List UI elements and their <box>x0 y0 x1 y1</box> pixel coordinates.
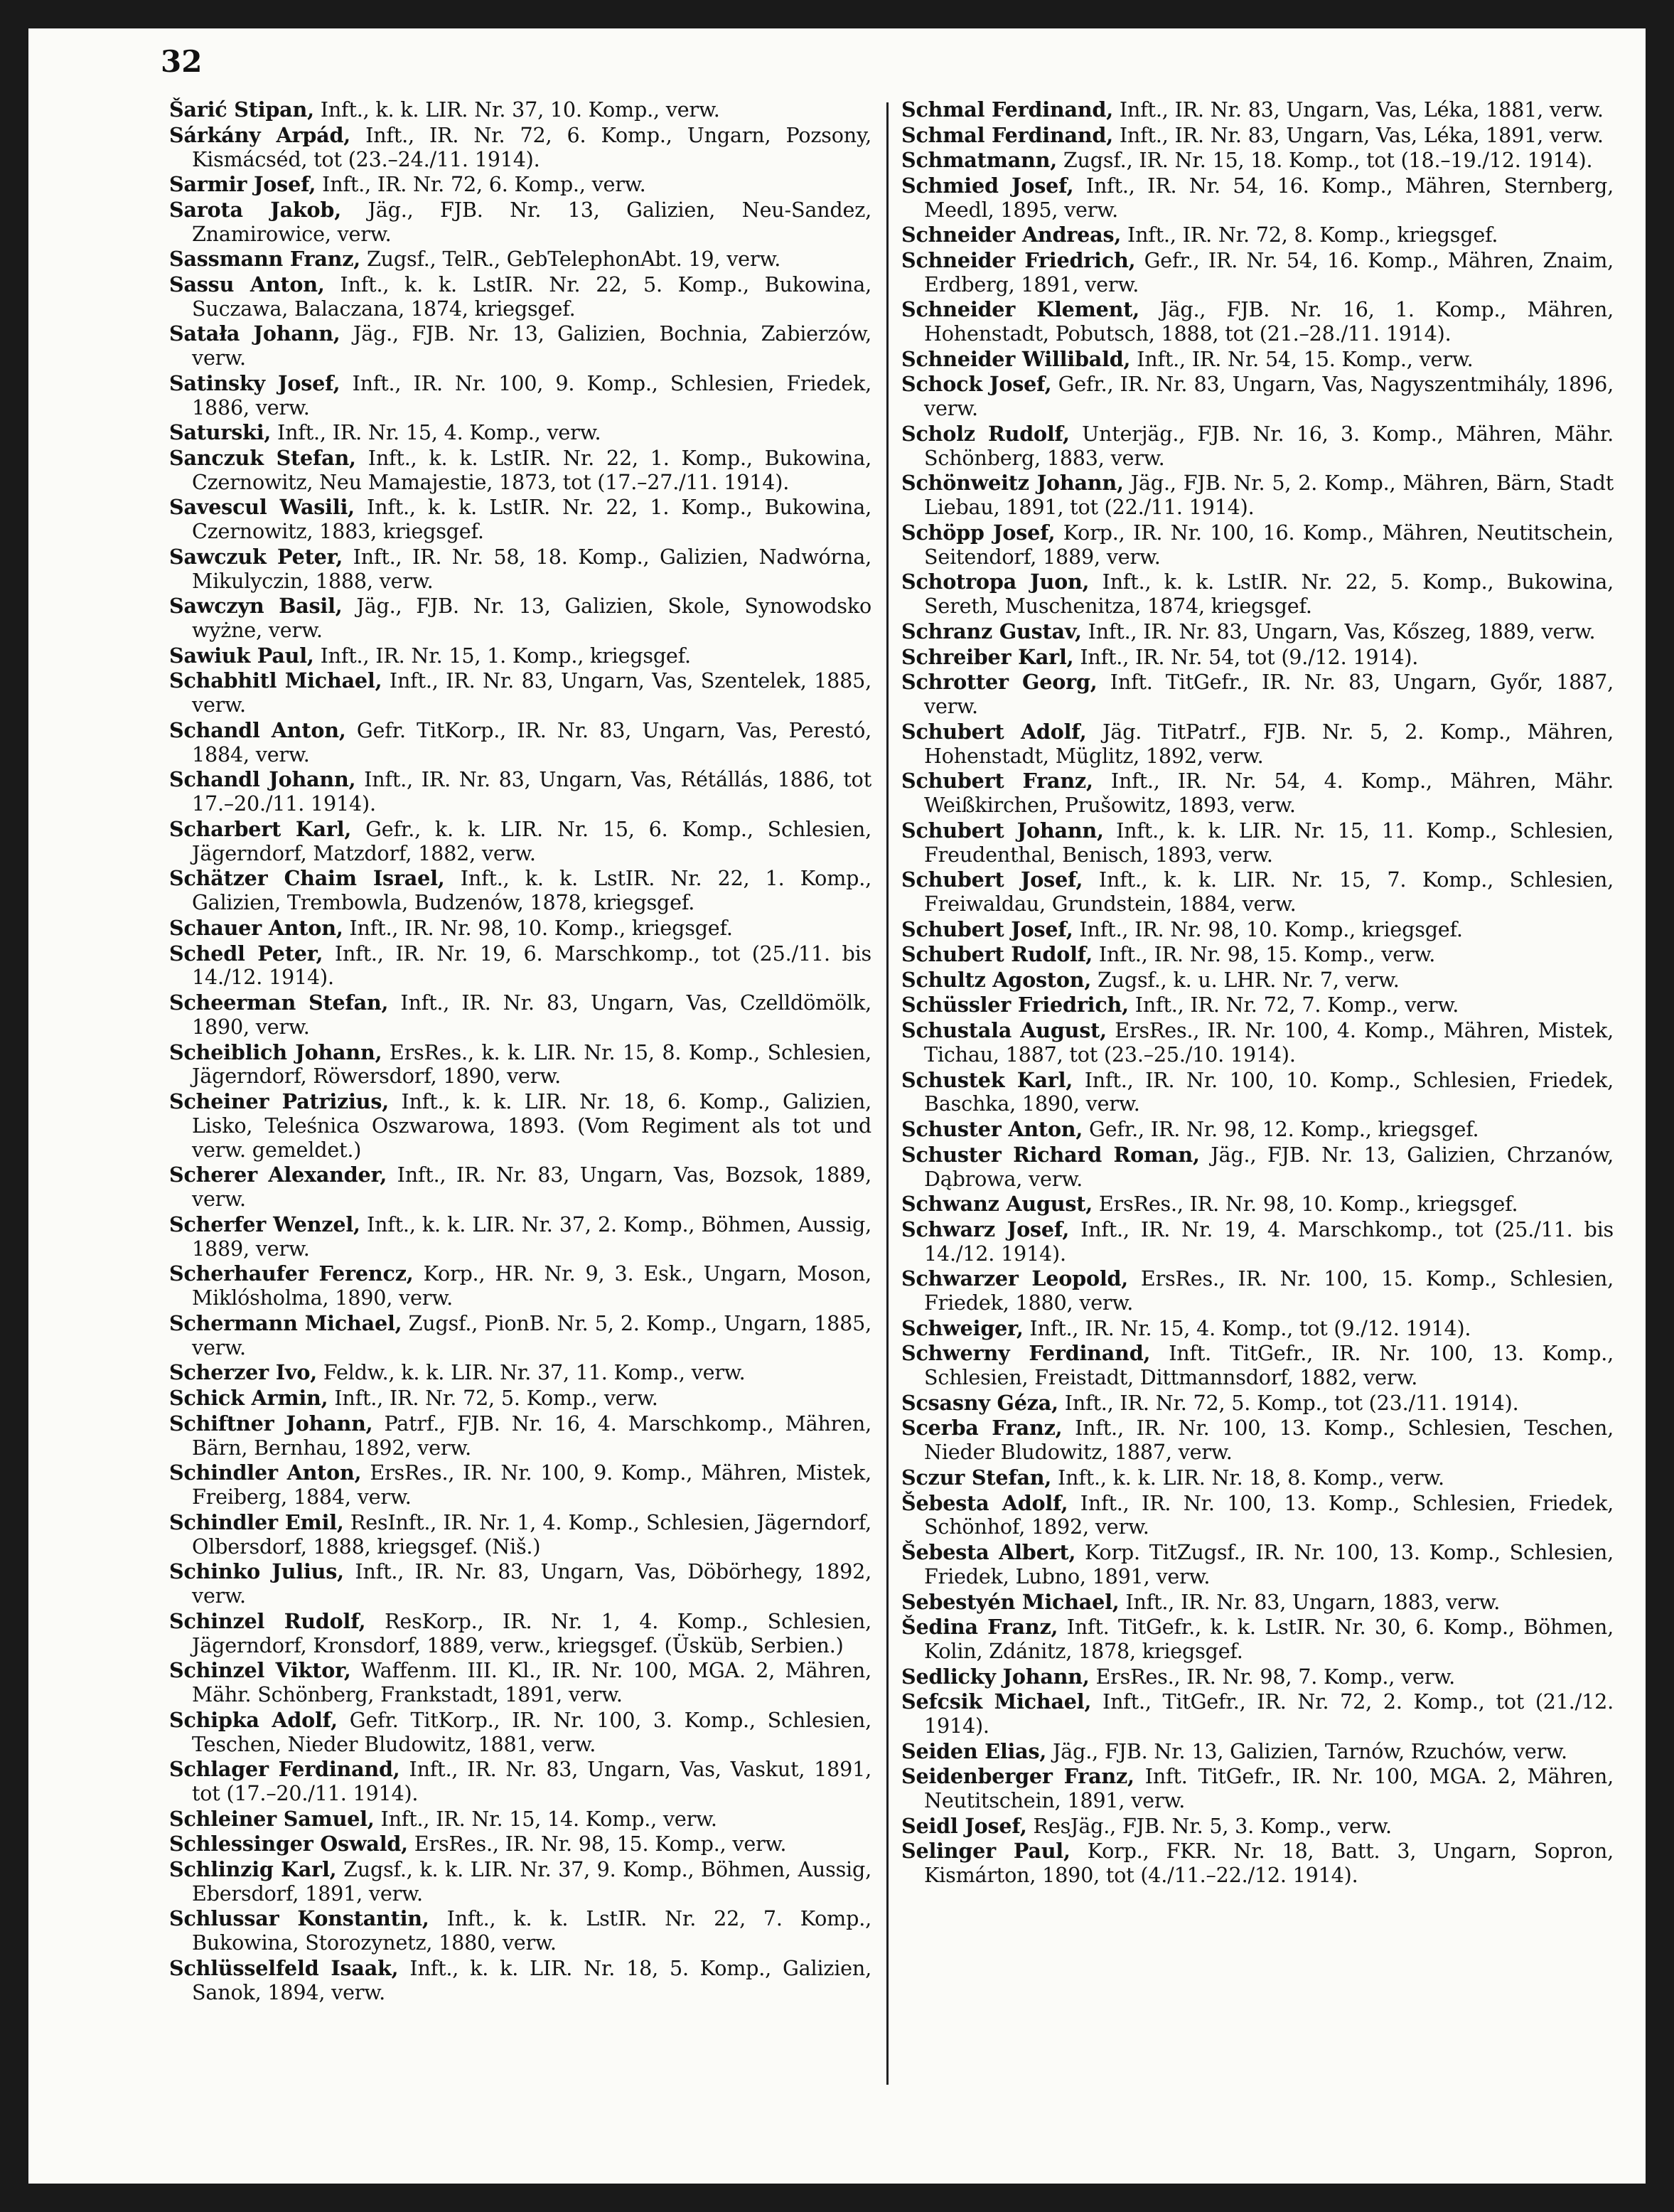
entry-details: Inft., IR. Nr. 15, 4. Komp., verw. <box>271 420 601 445</box>
entry-details: Jäg., FJB. Nr. 13, Galizien, Skole, Synowodsko wyżne, verw. <box>192 594 871 643</box>
entry-name: Schlinzig Karl, <box>169 1856 337 1881</box>
entry-name: Sedlicky Johann, <box>901 1664 1090 1689</box>
roster-entry <box>169 1610 871 1658</box>
entry-name: Schüssler Friedrich, <box>901 993 1129 1017</box>
entry-details: Inft., IR. Nr. 83, Ungarn, Vas, Czelldömölk, 1890, verw. <box>192 990 872 1039</box>
entry-name: Schlager Ferdinand, <box>169 1757 400 1782</box>
entry-name: Schinzel Viktor, <box>169 1658 351 1683</box>
entry-name: Schneider Friedrich, <box>901 247 1136 272</box>
entry-details: Inft., IR. Nr. 58, 18. Komp., Galizien, Nadwórna, Mikulyczin, 1888, verw. <box>192 544 871 593</box>
entry-name: Selinger Paul, <box>901 1839 1071 1864</box>
entry-details: Jäg. TitPatrf., FJB. Nr. 5, 2. Komp., Mähren, Hohenstadt, Müglitz, 1892, verw. <box>924 719 1614 768</box>
entry-details: Inft., IR. Nr. 83, Ungarn, Vas, Léka, 1891, verw. <box>1112 122 1604 147</box>
entry-details: Zugsf., k. u. LHR. Nr. 7, verw. <box>1091 967 1400 992</box>
entry-name: Scheerman Stefan, <box>169 990 389 1015</box>
entry-name: Schwerny Ferdinand, <box>901 1341 1151 1366</box>
entry-details: ErsRes., IR. Nr. 98, 15. Komp., verw. <box>407 1832 787 1856</box>
entry-details: Inft., IR. Nr. 83, Ungarn, Vas, Léka, 1881, verw. <box>1112 97 1604 122</box>
roster-entry <box>169 1213 871 1261</box>
roster-entry <box>901 298 1614 346</box>
entry-name: Schwanz August, <box>901 1192 1093 1217</box>
roster-entry <box>901 1740 1614 1764</box>
entry-details: Inft., IR. Nr. 72, 6. Komp., verw. <box>316 172 646 197</box>
entry-details: Inft., IR. Nr. 100, 9. Komp., Schlesien, Friedek, 1886, verw. <box>192 370 871 420</box>
entry-name: Schindler Emil, <box>169 1510 344 1534</box>
entry-details: Jäg., FJB. Nr. 13, Galizien, Tarnów, Rzuchów, verw. <box>1046 1738 1567 1763</box>
entry-name: Schabhitl Michael, <box>169 668 382 693</box>
roster-entry <box>169 322 871 370</box>
entry-details: Inft., IR. Nr. 100, 10. Komp., Schlesien, Friedek, Baschka, 1890, verw. <box>924 1067 1614 1116</box>
entry-name: Scherhaufer Ferencz, <box>169 1261 414 1286</box>
entry-name: Schock Josef, <box>901 372 1052 397</box>
entry-name: Schandl Johann, <box>169 767 356 792</box>
entry-details: Inft., IR. Nr. 83, Ungarn, Vas, Kőszeg, 1889, verw. <box>1081 619 1596 643</box>
roster-entry <box>901 1019 1614 1067</box>
entry-name: Schranz Gustav, <box>901 619 1082 643</box>
roster-entry <box>901 968 1614 993</box>
entry-details: Inft., IR. Nr. 54, 16. Komp., Mähren, Sternberg, Meedl, 1895, verw. <box>924 173 1614 222</box>
roster-entry <box>901 1192 1614 1217</box>
entry-name: Sanczuk Stefan, <box>169 445 356 470</box>
roster-entry <box>901 1839 1614 1888</box>
roster-entry <box>901 98 1614 122</box>
entry-name: Schwarz Josef, <box>901 1217 1070 1241</box>
entry-name: Schedl Peter, <box>169 941 323 966</box>
entry-name: Schustek Karl, <box>901 1067 1073 1092</box>
entry-details: Inft., k. k. LIR. Nr. 18, 8. Komp., verw. <box>1051 1465 1444 1490</box>
entry-name: Schmal Ferdinand, <box>901 122 1113 147</box>
entry-name: Schotropa Juon, <box>901 570 1090 594</box>
roster-entry <box>901 422 1614 471</box>
entry-name: Scharbert Karl, <box>169 816 352 841</box>
entry-details: ResInft., IR. Nr. 1, 4. Komp., Schlesien, Jägerndorf, Olbersdorf, 1888, kriegsgef. (Niš.) <box>192 1510 871 1559</box>
entry-details: Inft., k. k. LstIR. Nr. 22, 1. Komp., Galizien, Trembowla, Budzenów, 1878, kriegsgef. <box>192 866 871 915</box>
entry-name: Satała Johann, <box>169 321 340 346</box>
entry-name: Schöpp Josef, <box>901 520 1056 545</box>
entry-details: ErsRes., k. k. LIR. Nr. 15, 8. Komp., Schlesien, Jägerndorf, Röwersdorf, 1890, verw. <box>192 1040 871 1089</box>
entry-name: Schick Armin, <box>169 1386 328 1411</box>
roster-entry <box>169 372 871 420</box>
roster-entry <box>169 496 871 544</box>
roster-entry <box>169 1807 871 1832</box>
entry-details: Inft., IR. Nr. 72, 7. Komp., verw. <box>1128 993 1459 1017</box>
entry-name: Sawiuk Paul, <box>169 643 314 668</box>
document-page <box>28 28 1646 2184</box>
entry-name: Schlessinger Oswald, <box>169 1832 408 1856</box>
entry-name: Schauer Anton, <box>169 915 343 940</box>
entry-details: Inft., IR. Nr. 15, 1. Komp., kriegsgef. <box>313 643 691 668</box>
entry-details: Feldw., k. k. LIR. Nr. 37, 11. Komp., verw. <box>316 1360 746 1385</box>
roster-entry <box>901 249 1614 297</box>
entry-name: Schneider Klement, <box>901 297 1139 322</box>
entry-name: Schubert Johann, <box>901 818 1104 843</box>
roster-entry <box>901 1317 1614 1341</box>
entry-details: Inft., IR. Nr. 98, 10. Komp., kriegsgef. <box>1073 917 1463 941</box>
entry-name: Schubert Josef, <box>901 917 1073 941</box>
roster-entry <box>169 917 871 941</box>
entry-name: Schätzer Chaim Israel, <box>169 866 445 891</box>
entry-name: Sárkány Arpád, <box>169 122 351 147</box>
roster-entry <box>169 1858 871 1906</box>
entry-name: Schneider Andreas, <box>901 223 1122 247</box>
entry-name: Schubert Franz, <box>901 769 1093 794</box>
roster-entry <box>169 1386 871 1411</box>
entry-details: Inft., IR. Nr. 54, tot (9./12. 1914). <box>1073 644 1419 669</box>
roster-entry <box>169 594 871 643</box>
entry-details: Inft., IR. Nr. 54, 15. Komp., verw. <box>1130 346 1474 371</box>
entry-name: Sczur Stefan, <box>901 1465 1052 1490</box>
entry-details: Inft. TitGefr., k. k. LstIR. Nr. 30, 6. Komp., Böhmen, Kolin, Zdánitz, 1878, kriegsgef. <box>924 1615 1614 1663</box>
roster-entry <box>901 1591 1614 1615</box>
entry-details: Inft., IR. Nr. 72, 6. Komp., Ungarn, Pozsony, Kismácséd, tot (23.–24./11. 1914). <box>192 122 871 171</box>
entry-details: ErsRes., IR. Nr. 98, 7. Komp., verw. <box>1089 1664 1455 1689</box>
entry-details: Inft., IR. Nr. 98, 15. Komp., verw. <box>1092 942 1436 967</box>
roster-entry <box>169 1090 871 1163</box>
entry-name: Schinzel Rudolf, <box>169 1608 366 1633</box>
entry-details: Inft., IR. Nr. 100, 13. Komp., Schlesien, Teschen, Nieder Bludowitz, 1887, verw. <box>924 1416 1614 1465</box>
entry-details: ErsRes., IR. Nr. 100, 15. Komp., Schlesien, Friedek, 1880, verw. <box>924 1266 1614 1315</box>
entry-details: Jäg., FJB. Nr. 13, Galizien, Bochnia, Zabierzów, verw. <box>192 321 872 370</box>
entry-name: Schmatmann, <box>901 148 1057 173</box>
entry-name: Schönweitz Johann, <box>901 471 1124 496</box>
roster-entry <box>169 1312 871 1360</box>
right-column <box>901 98 1614 1889</box>
entry-name: Schuster Richard Roman, <box>901 1142 1200 1167</box>
entry-name: Schubert Adolf, <box>901 719 1087 744</box>
roster-entry <box>901 943 1614 967</box>
entry-details: ErsRes., IR. Nr. 98, 10. Komp., kriegsgef. <box>1093 1192 1518 1217</box>
entry-details: Gefr., IR. Nr. 83, Ungarn, Vas, Nagyszentmihály, 1896, verw. <box>924 372 1614 421</box>
roster-entry <box>169 1560 871 1608</box>
page-number: 32 <box>161 44 203 79</box>
roster-entry <box>901 373 1614 421</box>
entry-name: Savescul Wasili, <box>169 495 355 520</box>
entry-details: Inft., k. k. LIR. Nr. 37, 10. Komp., verw. <box>313 97 720 122</box>
entry-name: Sawczyn Basil, <box>169 594 343 619</box>
entry-details: Korp. TitZugsf., IR. Nr. 100, 13. Komp., Schlesien, Friedek, Lubno, 1891, verw. <box>924 1540 1614 1588</box>
roster-entry <box>169 124 871 172</box>
entry-details: Gefr., k. k. LIR. Nr. 15, 6. Komp., Schlesien, Jägerndorf, Matzdorf, 1882, verw. <box>192 816 871 865</box>
roster-entry <box>169 447 871 495</box>
entry-name: Schermann Michael, <box>169 1310 402 1335</box>
entry-details: Inft., IR. Nr. 19, 6. Marschkomp., tot (25./11. bis 14./12. 1914). <box>192 941 871 990</box>
entry-details: Inft., k. k. LIR. Nr. 18, 6. Komp., Galizien, Lisko, Teleśnica Oszwarowa, 1893. (Vom Regiment als tot und verw. gemeldet.) <box>192 1089 871 1162</box>
entry-details: Korp., FKR. Nr. 18, Batt. 3, Ungarn, Sopron, Kismárton, 1890, tot (4./11.–22./12. 1914). <box>924 1839 1614 1888</box>
entry-details: Korp., HR. Nr. 9, 3. Esk., Ungarn, Moson, Miklósholma, 1890, verw. <box>192 1261 871 1310</box>
entry-details: Patrf., FJB. Nr. 16, 4. Marschkomp., Mähren, Bärn, Bernhau, 1892, verw. <box>192 1411 871 1460</box>
roster-entry <box>901 1765 1614 1813</box>
roster-entry <box>169 247 871 272</box>
roster-entry <box>169 1832 871 1856</box>
roster-entry <box>169 1262 871 1310</box>
entry-name: Schiftner Johann, <box>169 1411 373 1436</box>
entry-name: Sassu Anton, <box>169 272 325 296</box>
entry-name: Scheiner Patrizius, <box>169 1089 390 1114</box>
roster-entry <box>169 867 871 915</box>
entry-name: Schneider Willibald, <box>901 346 1131 371</box>
entry-name: Scerba Franz, <box>901 1416 1063 1441</box>
entry-details: Inft., IR. Nr. 54, 4. Komp., Mähren, Mähr. Weißkirchen, Prušowitz, 1893, verw. <box>924 769 1614 818</box>
entry-details: Inft., k. k. LIR. Nr. 18, 5. Komp., Galizien, Sanok, 1894, verw. <box>192 1955 871 2004</box>
roster-entry <box>901 124 1614 148</box>
roster-entry <box>901 1342 1614 1390</box>
roster-entry <box>901 620 1614 644</box>
entry-name: Seidl Josef, <box>901 1813 1027 1838</box>
entry-name: Schleiner Samuel, <box>169 1806 375 1831</box>
entry-details: Inft., k. k. LstIR. Nr. 22, 1. Komp., Bukowina, Czernowitz, Neu Mamajestie, 1873, tot (17.–27./11. 1914). <box>192 445 871 494</box>
entry-details: Inft. TitGefr., IR. Nr. 100, MGA. 2, Mähren, Neutitschein, 1891, verw. <box>924 1764 1614 1813</box>
roster-entry <box>901 471 1614 520</box>
roster-entry <box>169 669 871 717</box>
entry-name: Šarić Stipan, <box>169 97 314 122</box>
entry-details: Inft., IR. Nr. 15, 14. Komp., verw. <box>374 1806 717 1831</box>
entry-name: Schinko Julius, <box>169 1559 344 1584</box>
entry-details: Inft., k. k. LIR. Nr. 37, 2. Komp., Böhmen, Aussig, 1889, verw. <box>192 1212 871 1261</box>
roster-entry <box>169 991 871 1040</box>
roster-entry <box>901 868 1614 917</box>
entry-name: Scherer Alexander, <box>169 1163 387 1187</box>
entry-name: Schweiger, <box>901 1315 1024 1340</box>
entry-name: Schreiber Karl, <box>901 644 1074 669</box>
entry-details: Inft., IR. Nr. 83, Ungarn, Vas, Vaskut, 1891, tot (17.–20./11. 1914). <box>192 1757 872 1806</box>
entry-name: Schultz Agoston, <box>901 967 1092 992</box>
entry-name: Seiden Elias, <box>901 1738 1047 1763</box>
roster-entry <box>901 1690 1614 1738</box>
roster-entry <box>169 1511 871 1559</box>
entry-name: Scherzer Ivo, <box>169 1360 317 1385</box>
entry-details: Gefr., IR. Nr. 54, 16. Komp., Mähren, Znaim, Erdberg, 1891, verw. <box>924 247 1614 296</box>
roster-entry <box>901 769 1614 818</box>
entry-name: Schwarzer Leopold, <box>901 1266 1129 1291</box>
roster-entry <box>901 149 1614 173</box>
roster-entry <box>901 1492 1614 1540</box>
entry-details: Inft., IR. Nr. 19, 4. Marschkomp., tot (25./11. bis 14./12. 1914). <box>924 1217 1614 1266</box>
roster-entry <box>169 1041 871 1089</box>
entry-name: Satinsky Josef, <box>169 370 340 395</box>
entry-name: Schindler Anton, <box>169 1460 362 1485</box>
entry-details: Inft., k. k. LstIR. Nr. 22, 1. Komp., Bukowina, Czernowitz, 1883, kriegsgef. <box>192 495 871 544</box>
entry-details: Jäg., FJB. Nr. 13, Galizien, Neu-Sandez, Znamirowice, verw. <box>192 197 871 246</box>
roster-entry <box>901 1615 1614 1664</box>
roster-entry <box>901 1267 1614 1315</box>
roster-entry <box>901 993 1614 1017</box>
entry-details: Zugsf., k. k. LIR. Nr. 37, 9. Komp., Böhmen, Aussig, Ebersdorf, 1891, verw. <box>192 1856 871 1906</box>
entry-details: Inft., IR. Nr. 72, 8. Komp., kriegsgef. <box>1121 223 1498 247</box>
roster-entry <box>169 98 871 122</box>
roster-entry <box>169 768 871 816</box>
entry-details: Jäg., FJB. Nr. 5, 2. Komp., Mähren, Bärn, Stadt Liebau, 1891, tot (22./11. 1914). <box>924 471 1614 520</box>
roster-entry <box>901 1665 1614 1689</box>
entry-details: ErsRes., IR. Nr. 100, 9. Komp., Mähren, Mistek, Freiberg, 1884, verw. <box>192 1460 871 1510</box>
column-divider <box>886 102 889 2085</box>
entry-name: Scherfer Wenzel, <box>169 1212 360 1236</box>
roster-entry <box>169 942 871 990</box>
roster-entry <box>169 1709 871 1757</box>
roster-entry <box>901 223 1614 247</box>
entry-details: Inft., k. k. LIR. Nr. 15, 7. Komp., Schlesien, Freiwaldau, Grundstein, 1884, verw. <box>924 867 1614 917</box>
entry-details: Gefr. TitKorp., IR. Nr. 83, Ungarn, Vas, Perestó, 1884, verw. <box>192 717 872 766</box>
roster-entry <box>901 348 1614 372</box>
entry-name: Schustala August, <box>901 1018 1107 1043</box>
entry-name: Sarmir Josef, <box>169 172 316 197</box>
entry-details: Inft., k. k. LstIR. Nr. 22, 5. Komp., Bukowina, Suczawa, Balaczana, 1874, kriegsgef. <box>192 272 872 321</box>
roster-entry <box>169 1361 871 1385</box>
roster-entry <box>169 1907 871 1955</box>
entry-details: Zugsf., PionB. Nr. 5, 2. Komp., Ungarn, 1885, verw. <box>192 1310 871 1359</box>
entry-details: Inft. TitGefr., IR. Nr. 100, 13. Komp., Schlesien, Freistadt, Dittmannsdorf, 1882, verw. <box>924 1341 1614 1390</box>
entry-name: Šebesta Albert, <box>901 1540 1076 1564</box>
roster-entry <box>169 1659 871 1707</box>
roster-entry <box>901 1218 1614 1266</box>
entry-details: Gefr., IR. Nr. 98, 12. Komp., kriegsgef. <box>1083 1117 1479 1142</box>
left-column <box>169 98 871 2006</box>
entry-details: Waffenm. III. Kl., IR. Nr. 100, MGA. 2, Mähren, Mähr. Schönberg, Frankstadt, 1891, verw. <box>192 1658 871 1707</box>
entry-name: Sarota Jakob, <box>169 197 341 222</box>
roster-entry <box>901 570 1614 619</box>
roster-entry <box>169 198 871 247</box>
entry-name: Schubert Rudolf, <box>901 942 1093 967</box>
entry-details: Inft., IR. Nr. 15, 4. Komp., tot (9./12. 1914). <box>1023 1315 1471 1340</box>
entry-name: Sebestyén Michael, <box>901 1589 1120 1614</box>
entry-details: Inft., TitGefr., IR. Nr. 72, 2. Komp., tot (21./12. 1914). <box>924 1689 1614 1738</box>
roster-entry <box>901 918 1614 942</box>
roster-entry <box>901 819 1614 867</box>
entry-details: Inft., IR. Nr. 100, 13. Komp., Schlesien, Friedek, Schönhof, 1892, verw. <box>924 1490 1614 1539</box>
entry-details: Gefr. TitKorp., IR. Nr. 100, 3. Komp., Schlesien, Teschen, Nieder Bludowitz, 1881, verw. <box>192 1707 871 1756</box>
entry-details: Inft., IR. Nr. 83, Ungarn, 1883, verw. <box>1119 1589 1501 1614</box>
entry-details: Jäg., FJB. Nr. 16, 1. Komp., Mähren, Hohenstadt, Pobutsch, 1888, tot (21.–28./11. 1914). <box>924 297 1614 346</box>
entry-details: ResKorp., IR. Nr. 1, 4. Komp., Schlesien, Jägerndorf, Kronsdorf, 1889, verw., kriegsgef. (Üsküb, Serbien.) <box>192 1608 872 1657</box>
entry-details: Jäg., FJB. Nr. 13, Galizien, Chrzanów, Dąbrowa, verw. <box>924 1142 1614 1191</box>
entry-details: Inft., IR. Nr. 83, Ungarn, Vas, Döbörhegy, 1892, verw. <box>192 1559 871 1608</box>
roster-entry <box>169 644 871 668</box>
roster-entry <box>169 1163 871 1212</box>
roster-entry <box>169 545 871 594</box>
roster-entry <box>169 1461 871 1510</box>
entry-name: Saturski, <box>169 420 272 445</box>
entry-name: Schipka Adolf, <box>169 1707 338 1732</box>
entry-name: Scholz Rudolf, <box>901 421 1070 446</box>
roster-entry <box>901 720 1614 769</box>
roster-entry <box>901 1391 1614 1416</box>
roster-entry <box>901 1541 1614 1589</box>
entry-details: Inft., IR. Nr. 83, Ungarn, Vas, Szentelek, 1885, verw. <box>192 668 871 717</box>
entry-name: Šedina Franz, <box>901 1615 1058 1640</box>
entry-details: ErsRes., IR. Nr. 100, 4. Komp., Mähren, Mistek, Tichau, 1887, tot (23.–25./10. 1914). <box>924 1018 1614 1067</box>
entry-name: Šebesta Adolf, <box>901 1490 1068 1515</box>
roster-entry <box>169 421 871 445</box>
roster-entry <box>901 1069 1614 1117</box>
roster-entry <box>169 1758 871 1806</box>
roster-entry <box>901 646 1614 670</box>
entry-name: Schlussar Konstantin, <box>169 1906 429 1931</box>
entry-details: Inft., IR. Nr. 72, 5. Komp., verw. <box>328 1386 658 1411</box>
entry-details: Zugsf., TelR., GebTelephonAbt. 19, verw. <box>360 247 781 272</box>
entry-details: Inft., IR. Nr. 83, Ungarn, Vas, Bozsok, 1889, verw. <box>192 1163 872 1212</box>
roster-entry <box>901 1143 1614 1192</box>
entry-details: Zugsf., IR. Nr. 15, 18. Komp., tot (18.–19./12. 1914). <box>1056 148 1593 173</box>
roster-entry <box>169 818 871 866</box>
entry-name: Sawczuk Peter, <box>169 544 343 569</box>
entry-details: Inft., k. k. LstIR. Nr. 22, 7. Komp., Bukowina, Storozynetz, 1880, verw. <box>192 1906 871 1955</box>
roster-entry <box>901 521 1614 570</box>
entry-details: Inft., IR. Nr. 98, 10. Komp., kriegsgef. <box>343 915 733 940</box>
entry-details: ResJäg., FJB. Nr. 5, 3. Komp., verw. <box>1026 1813 1392 1838</box>
roster-entry <box>901 1118 1614 1142</box>
entry-name: Schlüsselfeld Isaak, <box>169 1955 399 1980</box>
entry-name: Schuster Anton, <box>901 1117 1083 1142</box>
roster-entry <box>169 1412 871 1460</box>
entry-name: Sassmann Franz, <box>169 247 361 272</box>
entry-name: Seidenberger Franz, <box>901 1764 1134 1789</box>
roster-entry <box>169 719 871 767</box>
entry-details: Inft., IR. Nr. 72, 5. Komp., tot (23./11. 1914). <box>1058 1390 1519 1415</box>
entry-name: Schubert Josef, <box>901 867 1083 892</box>
roster-entry <box>901 174 1614 223</box>
roster-entry <box>901 670 1614 719</box>
roster-entry <box>901 1416 1614 1465</box>
entry-name: Schandl Anton, <box>169 717 346 742</box>
entry-name: Sefcsik Michael, <box>901 1689 1092 1714</box>
entry-name: Scsasny Géza, <box>901 1390 1058 1415</box>
entry-details: Korp., IR. Nr. 100, 16. Komp., Mähren, Neutitschein, Seitendorf, 1889, verw. <box>924 520 1614 569</box>
entry-name: Scheiblich Johann, <box>169 1040 382 1064</box>
roster-entry <box>169 273 871 321</box>
entry-details: Inft., IR. Nr. 83, Ungarn, Vas, Rétállás, 1886, tot 17.–20./11. 1914). <box>192 767 871 816</box>
entry-details: Inft. TitGefr., IR. Nr. 83, Ungarn, Győr, 1887, verw. <box>924 670 1614 719</box>
entry-details: Inft., k. k. LstIR. Nr. 22, 5. Komp., Bukowina, Sereth, Muschenitza, 1874, kriegsgef. <box>924 570 1614 619</box>
roster-entry <box>169 1957 871 2005</box>
entry-details: Unterjäg., FJB. Nr. 16, 3. Komp., Mähren, Mähr. Schönberg, 1883, verw. <box>924 421 1614 470</box>
roster-entry <box>901 1466 1614 1490</box>
entry-name: Schmal Ferdinand, <box>901 97 1113 122</box>
roster-entry <box>901 1815 1614 1839</box>
roster-entry <box>169 173 871 197</box>
entry-name: Schmied Josef, <box>901 173 1074 198</box>
entry-details: Inft., k. k. LIR. Nr. 15, 11. Komp., Schlesien, Freudenthal, Benisch, 1893, verw. <box>924 818 1614 867</box>
entry-name: Schrotter Georg, <box>901 670 1098 695</box>
